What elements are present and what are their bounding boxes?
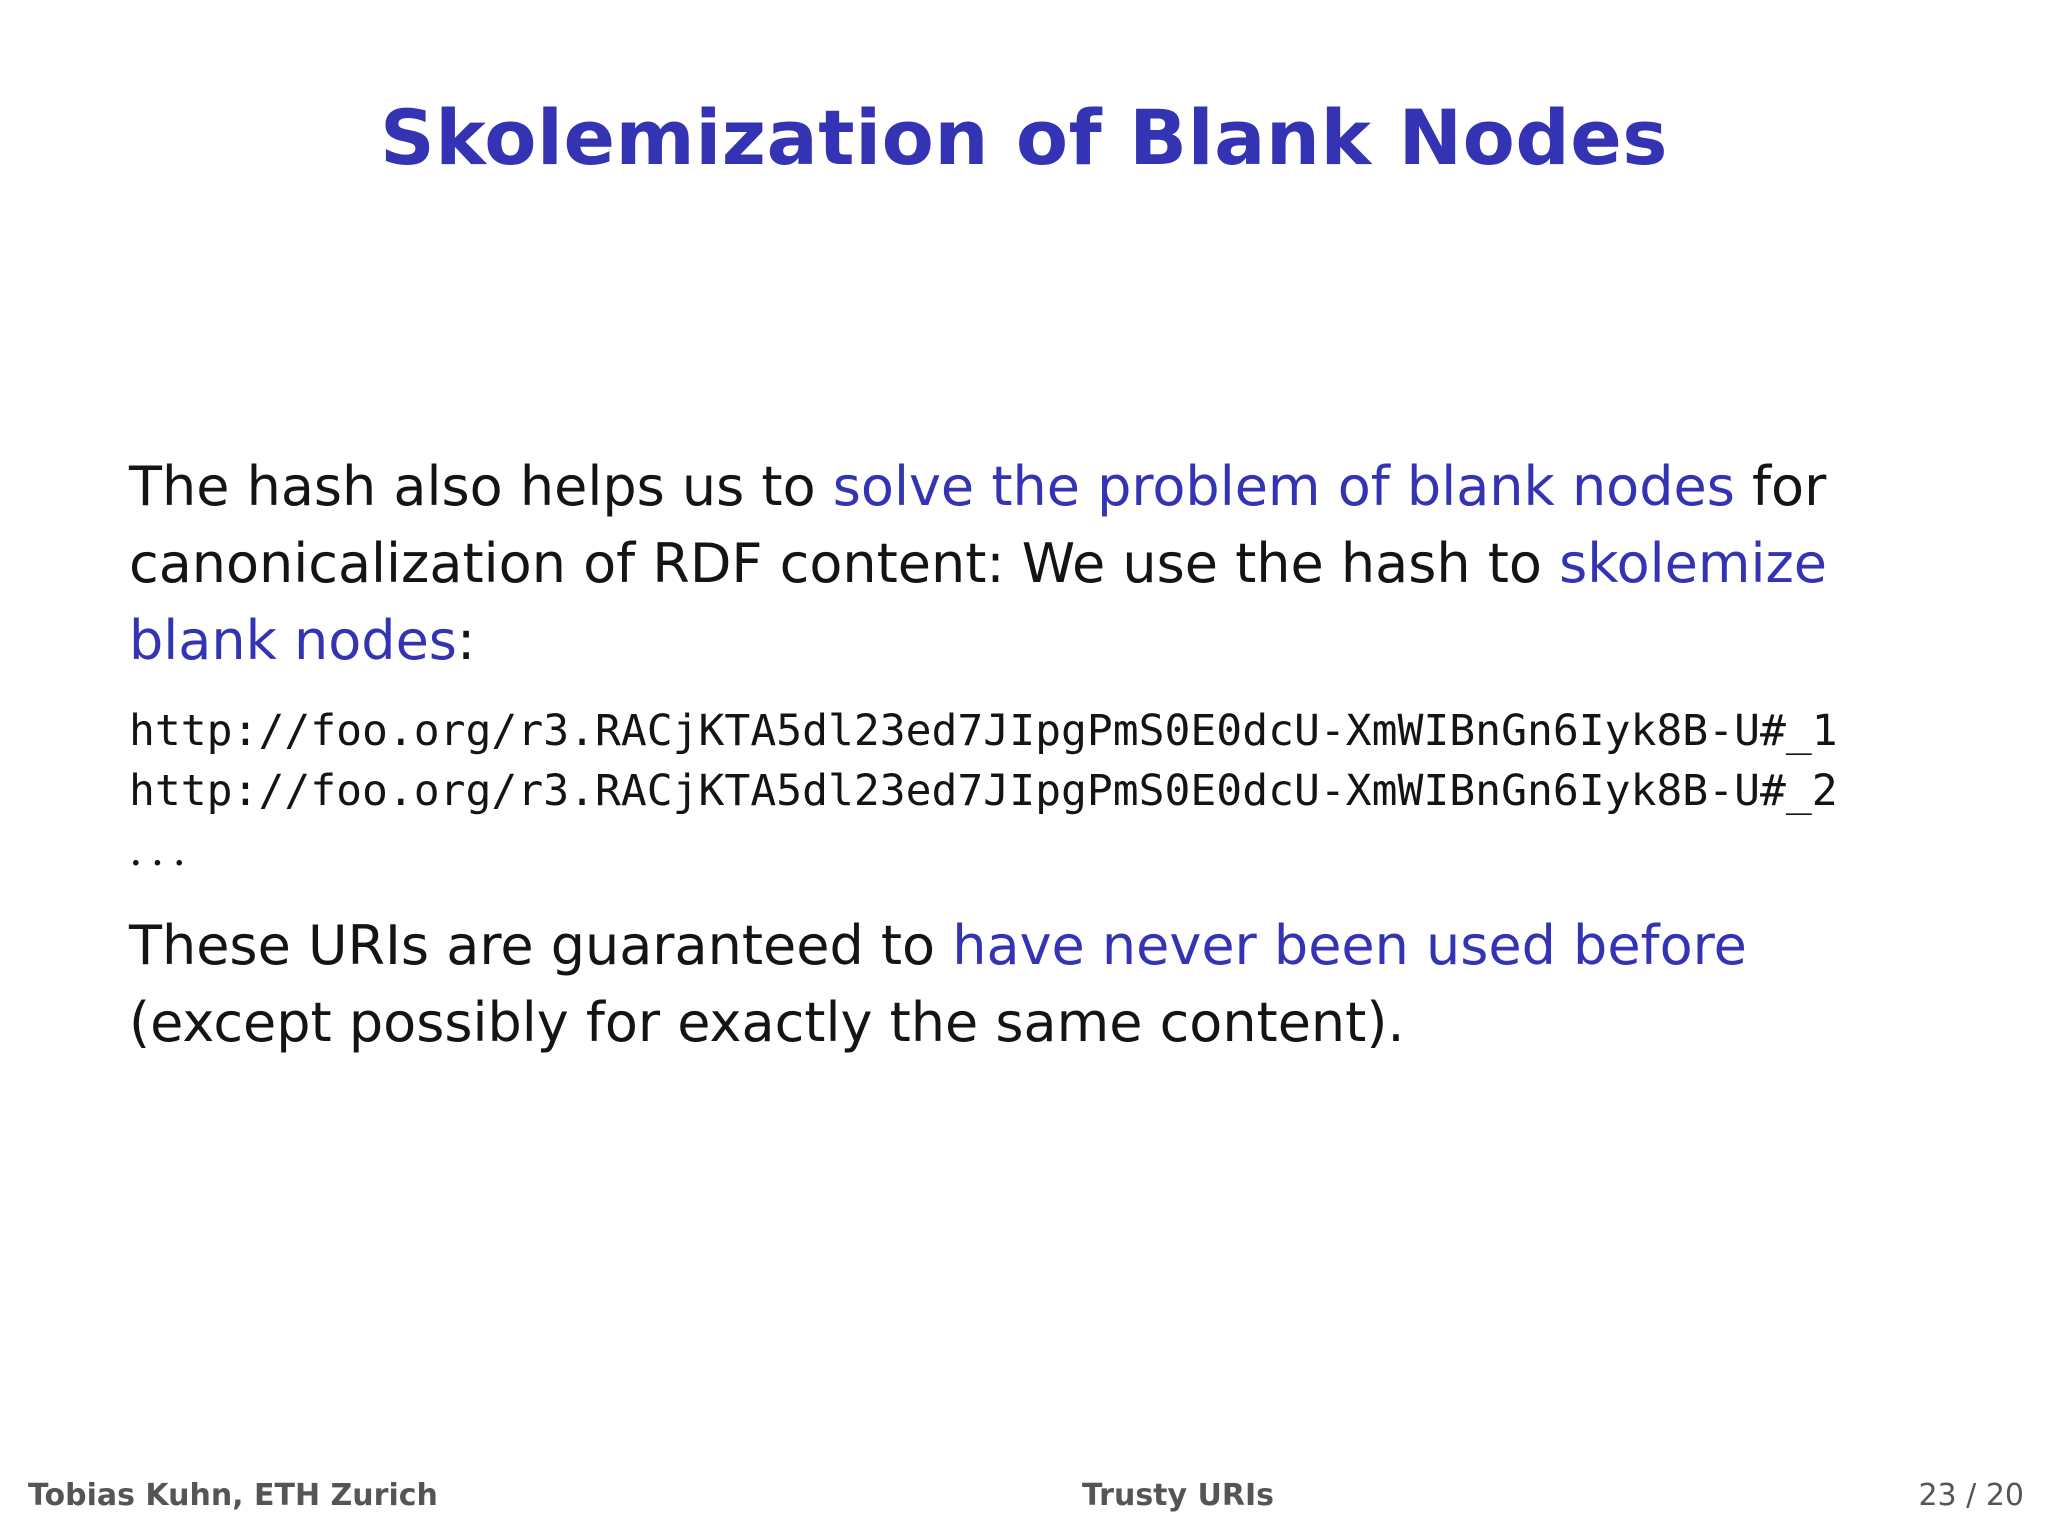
paragraph-intro-text-1: The hash also helps us to [129, 455, 833, 518]
highlight-solve-problem: solve the problem of blank nodes [832, 455, 1735, 518]
footer-title: Trusty URIs [1082, 1478, 1274, 1513]
highlight-skolemize: skolemize blank nodes [129, 532, 1828, 672]
paragraph-guarantee-text-1: These URIs are guaranteed to [129, 914, 953, 977]
slide-footer [0, 1478, 2048, 1524]
uri-example-1: http://foo.org/r3.RACjKTA5dl23ed7JIpgPmS0E0dcU-XmWIBnGn6Iyk8B-U#_1 [129, 706, 1838, 756]
paragraph-intro [129, 448, 1919, 679]
ellipsis: ... [129, 826, 195, 876]
paragraph-intro-text-3: : [456, 609, 476, 672]
page-number: 23 / 20 [1918, 1478, 2024, 1513]
highlight-never-used: have never been used before [952, 914, 1747, 977]
paragraph-guarantee-text-2: (except possibly for exactly the same content). [129, 991, 1405, 1054]
paragraph-guarantee [129, 907, 1919, 1061]
footer-author: Tobias Kuhn, ETH Zurich [28, 1478, 438, 1513]
slide-title: Skolemization of Blank Nodes [379, 93, 1669, 182]
paragraph-intro-text-2: for canonicalization of RDF content: We use the hash to [129, 455, 1827, 595]
uri-examples [129, 701, 1919, 876]
slide-body [129, 448, 1919, 1061]
uri-example-2: http://foo.org/r3.RACjKTA5dl23ed7JIpgPmS0E0dcU-XmWIBnGn6Iyk8B-U#_2 [129, 766, 1838, 816]
